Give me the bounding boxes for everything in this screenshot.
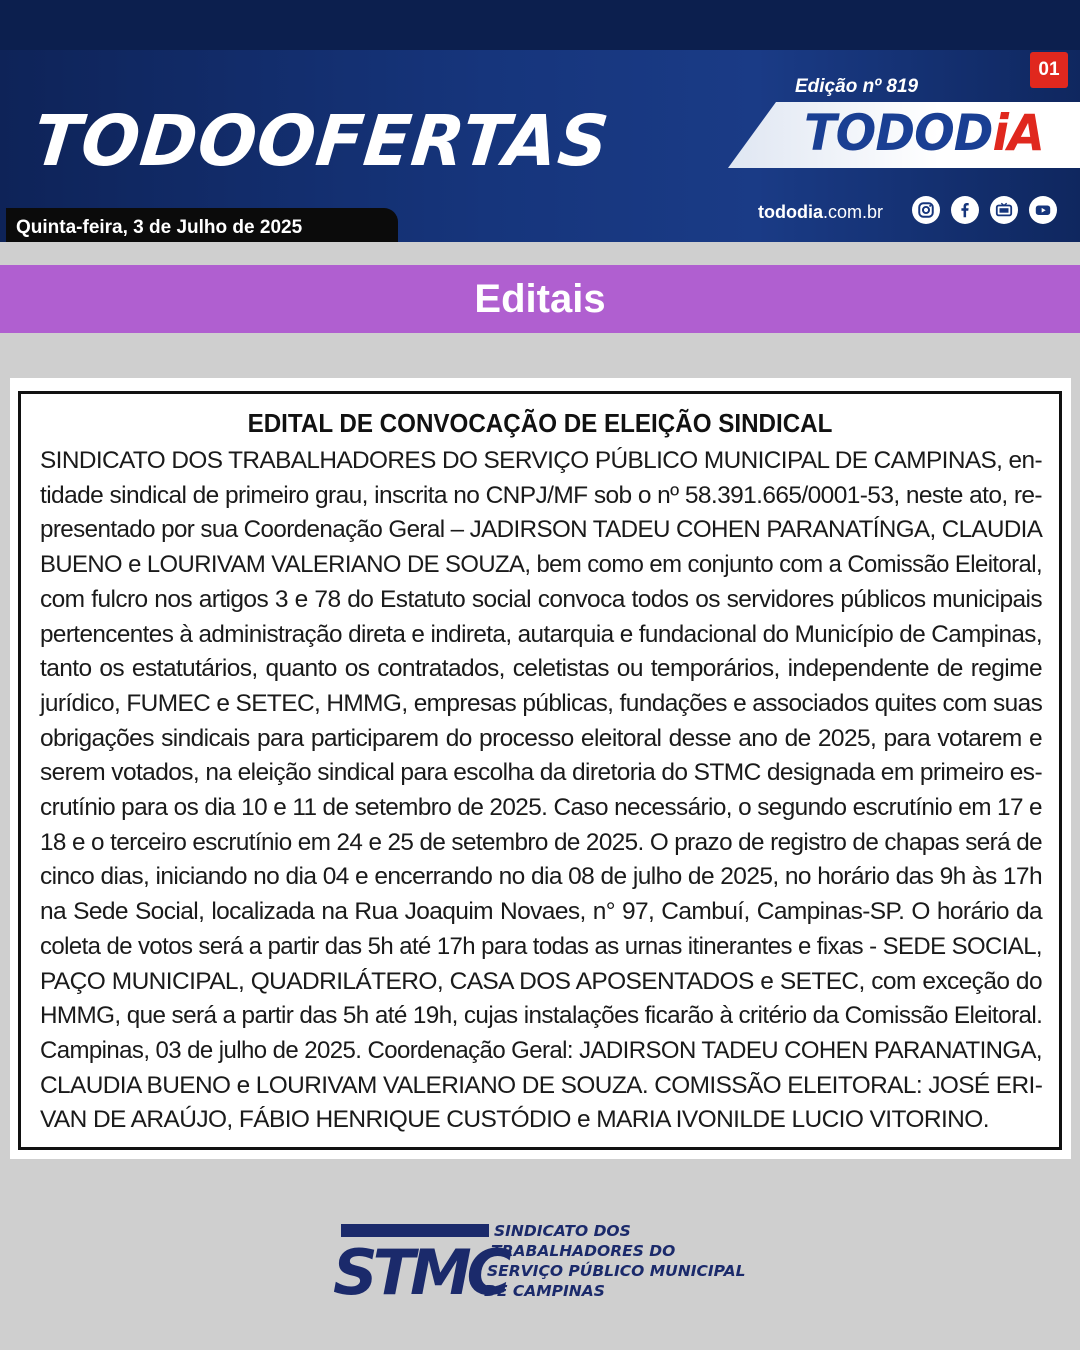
notice-line: BUENO e LOURIVAM VALERIANO DE SOUZA, bem como em conjunto com a Comissão Eleitoral, [40, 551, 1042, 579]
notice-line: 18 e o terceiro escrutínio em 24 e 25 de setembro de 2025. O prazo de registro de chapas será de [40, 828, 1042, 856]
stmc-caption-line: TRABALHADORES DO [491, 1242, 676, 1260]
website-link[interactable] [758, 202, 883, 223]
stmc-logo [333, 1222, 508, 1309]
stmc-caption-line: SINDICATO DOS [494, 1222, 631, 1240]
notice-line: obrigações sindicais para participarem do processo eleitoral desse ano de 2025, para votarem e [40, 724, 1042, 752]
notice-line: Campinas, 03 de julho de 2025. Coordenação Geral: JADIRSON TADEU COHEN PARANATINGA, [40, 1036, 1042, 1064]
notice-title: EDITAL DE CONVOCAÇÃO DE ELEIÇÃO SINDICAL [247, 408, 833, 438]
stmc-logo-caption [484, 1221, 745, 1301]
notice-line: VAN DE ARAÚJO, FÁBIO HENRIQUE CUSTÓDIO e MARIA IVONILDE LUCIO VITORINO. [40, 1106, 989, 1134]
brand-logo-accent: iA [992, 104, 1044, 162]
notice-line: presentado por sua Coordenação Geral – JADIRSON TADEU COHEN PARANATÍNGA, CLAUDIA [40, 516, 1043, 544]
notice-line: na Sede Social, localizada na Rua Joaquim Novaes, n° 97, Cambuí, Campinas-SP. O horário da [40, 898, 1042, 926]
youtube-icon[interactable] [1029, 196, 1057, 224]
page-number-badge: 01 [1030, 52, 1068, 88]
section-band [0, 265, 1080, 333]
stmc-logo-acronym: STMC [333, 1236, 508, 1309]
instagram-icon[interactable] [912, 196, 940, 224]
website-rest: .com.br [823, 202, 884, 222]
brand-logo-main: TODOD [804, 104, 993, 162]
top-band [0, 0, 1080, 50]
notice-body [40, 444, 1042, 1138]
brand-logo[interactable] [804, 104, 1044, 162]
facebook-icon[interactable] [951, 196, 979, 224]
notice-line: tanto os estatutários, quanto os contratados, celetistas ou temporários, independente de regime [40, 655, 1042, 683]
separator-strip [0, 242, 1080, 265]
notice-line: coleta de votos será a partir das 5h até 17h para todas as urnas itinerantes e fixas - SEDE SOCIAL, [40, 932, 1042, 960]
website-bold: tododia [758, 202, 823, 222]
notice-line: pertencentes à administração direta e indireta, autarquia e fundacional do Município de Campinas, [40, 620, 1042, 648]
tv-icon[interactable] [990, 196, 1018, 224]
masthead-title: TODOOFERTAS [29, 100, 613, 182]
notice-line: serem votados, na eleição sindical para escolha da diretoria do STMC designada em primeiro es- [40, 759, 1042, 787]
notice-line: PAÇO MUNICIPAL, QUADRILÁTERO, CASA DOS APOSENTADOS e SETEC, com exceção do [40, 967, 1042, 995]
notice-line: crutínio para os dia 10 e 11 de setembro de 2025. Caso necessário, o segundo escrutínio em 17 e [40, 794, 1042, 822]
notice-line: SINDICATO DOS TRABALHADORES DO SERVIÇO PÚBLICO MUNICIPAL DE CAMPINAS, en- [40, 447, 1042, 474]
notice-line: jurídico, FUMEC e SETEC, HMMG, empresas públicas, fundações e associados quites com suas [40, 689, 1043, 717]
notice-line: tidade sindical de primeiro grau, inscrita no CNPJ/MF sob o nº 58.391.665/0001-53, neste ato, re- [40, 481, 1042, 509]
masthead [0, 50, 1080, 242]
notice-line: HMMG, que será a partir das 5h até 19h, cujas instalações ficarão à critério da Comissão Eleitoral. [40, 1002, 1043, 1030]
notice-line: cinco dias, iniciando no dia 04 e encerrando no dia 08 de julho de 2025, no horário das 9h às 17h [40, 863, 1042, 891]
stmc-caption-line: SERVIÇO PÚBLICO MUNICIPAL [487, 1262, 746, 1280]
notice-line: CLAUDIA BUENO e LOURIVAM VALERIANO DE SOUZA. COMISSÃO ELEITORAL: JOSÉ ERI- [40, 1071, 1043, 1099]
section-title: Editais [474, 276, 606, 321]
edition-number: Edição nº 819 [795, 76, 919, 97]
issue-date: Quinta-feira, 3 de Julho de 2025 [16, 217, 303, 238]
stmc-caption-line: DE CAMPINAS [484, 1282, 605, 1300]
notice-line: com fulcro nos artigos 3 e 78 do Estatuto social convoca todos os servidores públicos municipais [40, 585, 1042, 613]
